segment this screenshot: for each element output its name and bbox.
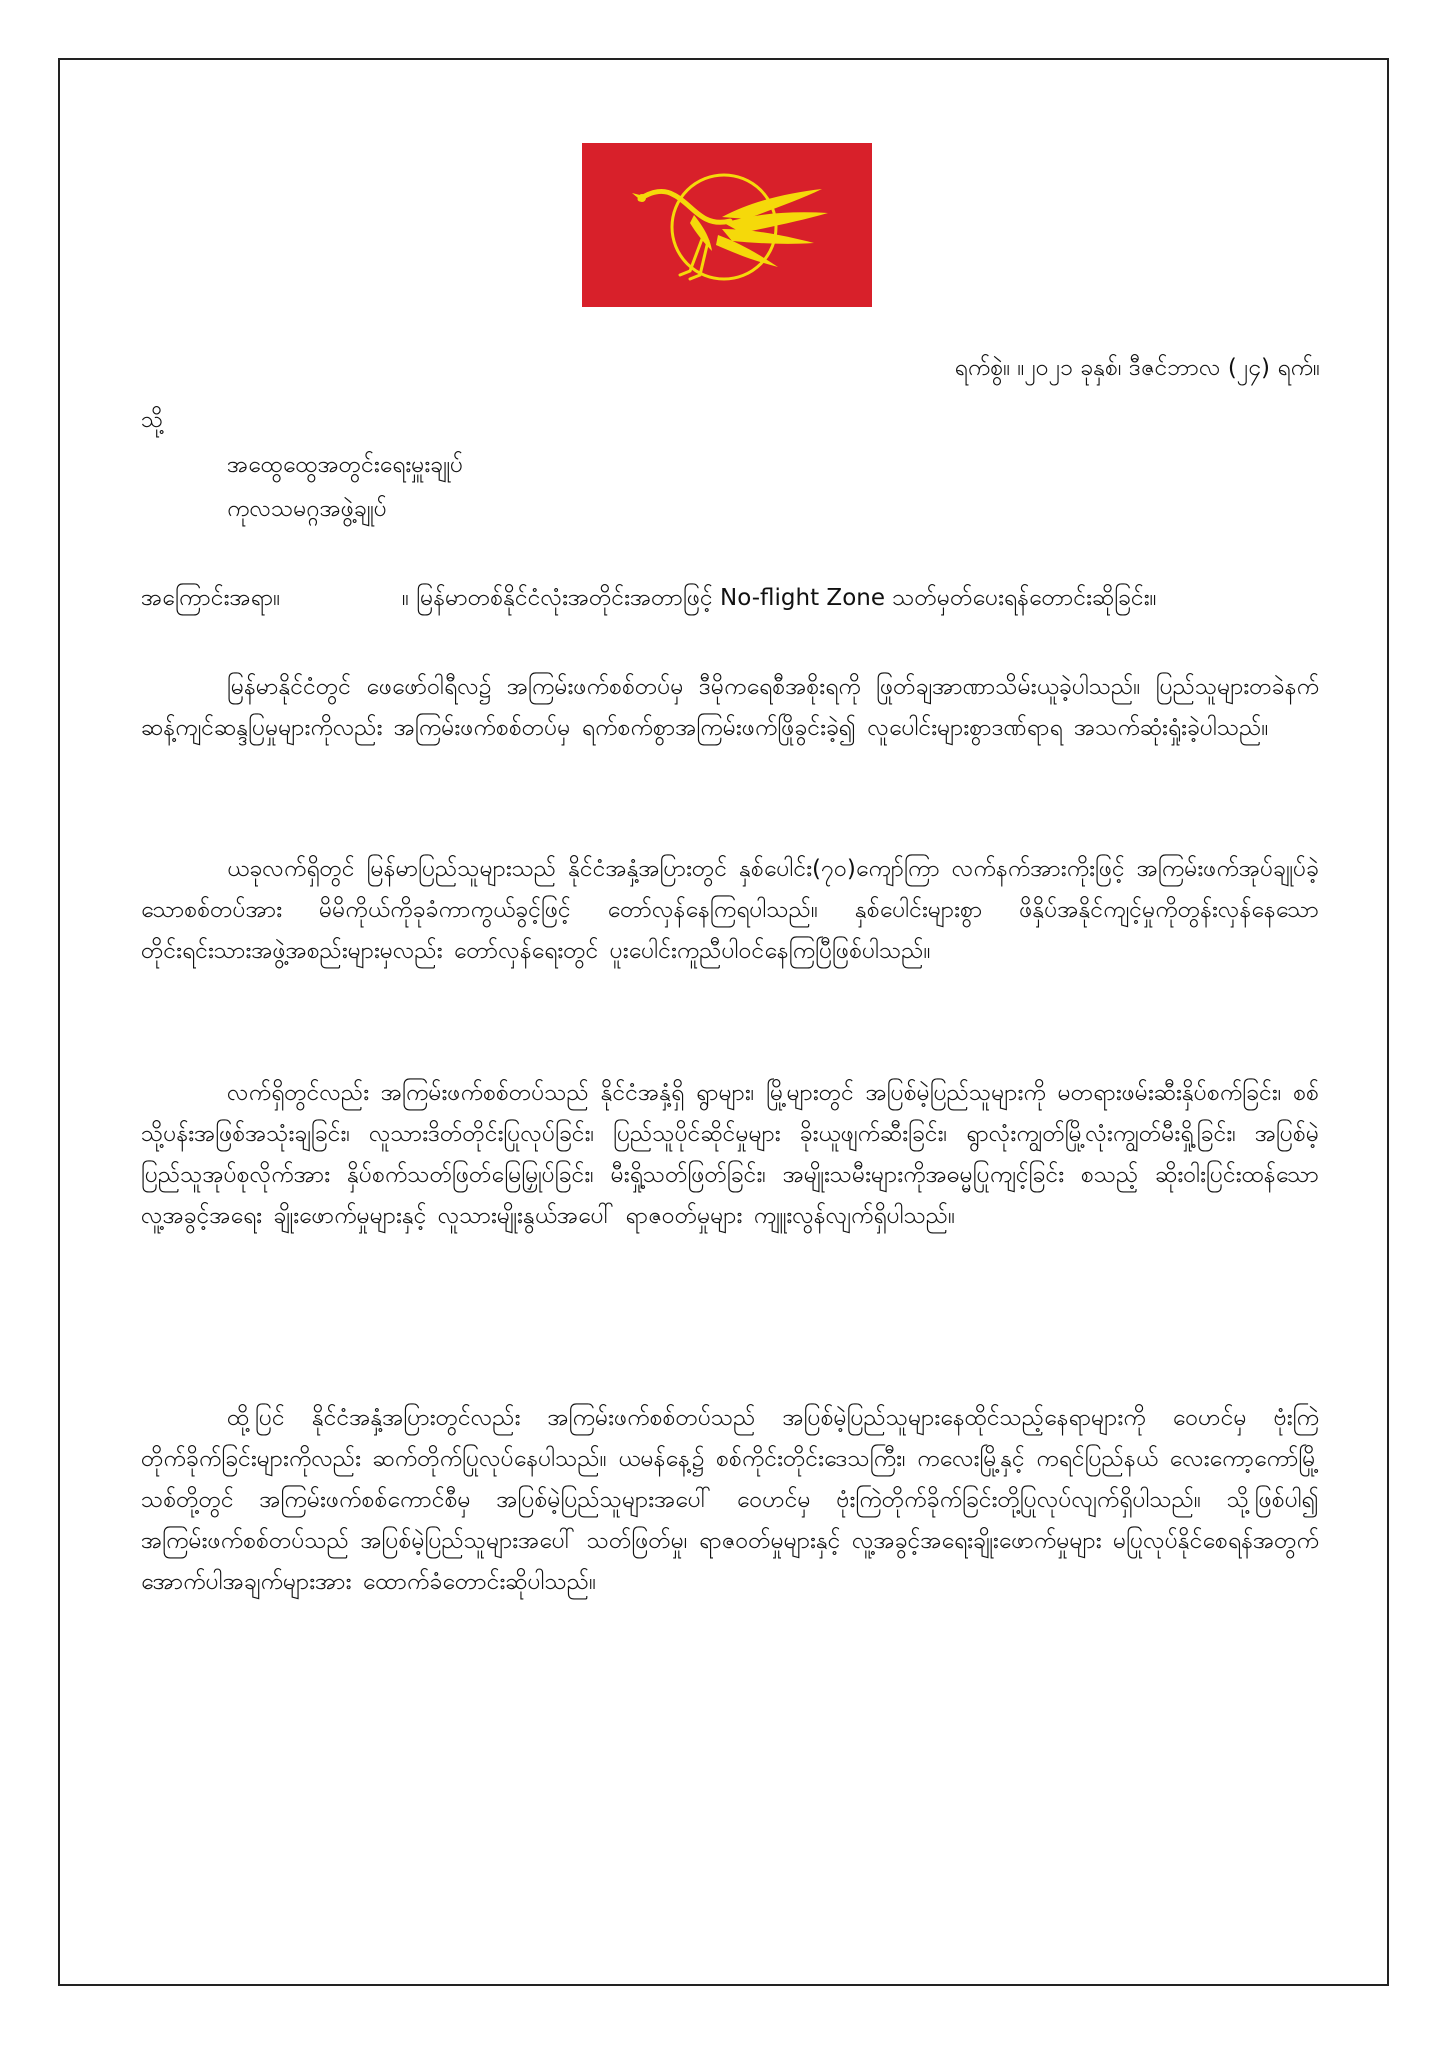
recipient-united-nations: ကုလသမဂ္ဂအဖွဲ့ချုပ်	[227, 496, 387, 522]
date-line: ရက်စွဲ။ ။၂၀၂၁ ခုနှစ်၊ ဒီဇင်ဘာလ (၂၄) ရက်။	[954, 355, 1320, 381]
body-paragraph-2: ယခုလက်ရှိတွင် မြန်မာပြည်သူများသည် နိုင်ငံအနှံ့အပြားတွင် နှစ်ပေါင်း(၇၀)ကျော်ကြာ လက်နက်အားကိုးဖြင့် အကြမ်းဖက်အုပ်ချုပ်ခဲ့သောစစ်တပ်အား မိမိကိုယ်ကိုခုခံကာကွယ်ခွင့်ဖြင့် တော်လှန်နေကြရပါသည်။ နှစ်ပေါင်းများစွာ ဖိနှိပ်အနိုင်ကျင့်မှုကိုတွန်းလှန်နေသော တိုင်းရင်းသားအဖွဲ့အစည်းများမှလည်း တော်လှန်ရေးတွင် ပူးပေါင်းကူညီပါဝင်နေကြပြီဖြစ်ပါသည်။	[141, 856, 1319, 964]
body-paragraph-1: မြန်မာနိုင်ငံတွင် ဖေဖော်ဝါရီလ၌ အကြမ်းဖက်စစ်တပ်မှ ဒီမိုကရေစီအစိုးရကို ဖြုတ်ချအာဏာသိမ်းယူခဲ့ပါသည်။ ပြည်သူများတခဲနက်ဆန့်ကျင်ဆန္ဒပြမှုများကိုလည်း အကြမ်းဖက်စစ်တပ်မှ ရက်စက်စွာအကြမ်းဖက်ဖြိုခွင်းခဲ့၍ လူပေါင်းများစွာဒဏ်ရာရ အသက်ဆုံးရှုံးခဲ့ပါသည်။	[141, 674, 1319, 741]
subject-label: အကြောင်းအရာ။	[141, 585, 281, 611]
peacock-emblem-icon	[582, 143, 872, 307]
subject-text: ။ မြန်မာတစ်နိုင်ငံလုံးအတိုင်းအတာဖြင့် No-flight Zone သတ်မှတ်ပေးရန်တောင်းဆိုခြင်း။	[402, 585, 1157, 611]
recipient-secretary-general: အထွေထွေအတွင်းရေးမှူးချုပ်	[227, 452, 464, 478]
page-border	[58, 58, 1389, 1986]
to-label: သို့	[141, 407, 164, 433]
body-paragraph-4: ထို့ပြင် နိုင်ငံအနှံ့အပြားတွင်လည်း အကြမ်းဖက်စစ်တပ်သည် အပြစ်မဲ့ပြည်သူများနေထိုင်သည့်နေရာများကို ဝေဟင်မှ ဗုံးကြဲတိုက်ခိုက်ခြင်းများကိုလည်း ဆက်တိုက်ပြုလုပ်နေပါသည်။ ယမန်နေ့၌ စစ်ကိုင်းတိုင်းဒေသကြီး၊ ကလေးမြို့နှင့် ကရင်ပြည်နယ် လေးကော့ကော်မြို့သစ်တို့တွင် အကြမ်းဖက်စစ်ကောင်စီမှ အပြစ်မဲ့ပြည်သူများအပေါ် ဝေဟင်မှ ဗုံးကြဲတိုက်ခိုက်ခြင်းတို့ပြုလုပ်လျက်ရှိပါသည်။ သို့ဖြစ်ပါ၍ အကြမ်းဖက်စစ်တပ်သည် အပြစ်မဲ့ပြည်သူများအပေါ် သတ်ဖြတ်မှု၊ ရာဇဝတ်မှုများနှင့် လူ့အခွင့်အရေးချိုးဖောက်မှုများ မပြုလုပ်နိုင်စေရန်အတွက် အောက်ပါအချက်များအား ထောက်ခံတောင်းဆိုပါသည်။	[141, 1405, 1319, 1595]
party-flag-image	[582, 143, 872, 307]
body-paragraph-3: လက်ရှိတွင်လည်း အကြမ်းဖက်စစ်တပ်သည် နိုင်ငံအနှံ့ရှိ ရွာများ၊ မြို့များတွင် အပြစ်မဲ့ပြည်သူများကို မတရားဖမ်းဆီးနှိပ်စက်ခြင်း၊ စစ်သို့ပန်းအဖြစ်အသုံးချခြင်း၊ လူသားဒိတ်တိုင်းပြုလုပ်ခြင်း၊ ပြည်သူပိုင်ဆိုင်မှုများ ခိုးယူဖျက်ဆီးခြင်း၊ ရွာလုံးကျွတ်မြို့လုံးကျွတ်မီးရှို့ခြင်း၊ အပြစ်မဲ့ပြည်သူအုပ်စုလိုက်အား နှိပ်စက်သတ်ဖြတ်မြေမြှုပ်ခြင်း၊ မီးရှို့သတ်ဖြတ်ခြင်း၊ အမျိုးသမီးများကိုအဓမ္မပြုကျင့်ခြင်း စသည့် ဆိုးဝါးပြင်းထန်သော လူ့အခွင့်အရေး ချိုးဖောက်မှုများနှင့် လူသားမျိုးနွယ်အပေါ် ရာဇဝတ်မှုများ ကျူးလွန်လျက်ရှိပါသည်။	[141, 1080, 1319, 1229]
